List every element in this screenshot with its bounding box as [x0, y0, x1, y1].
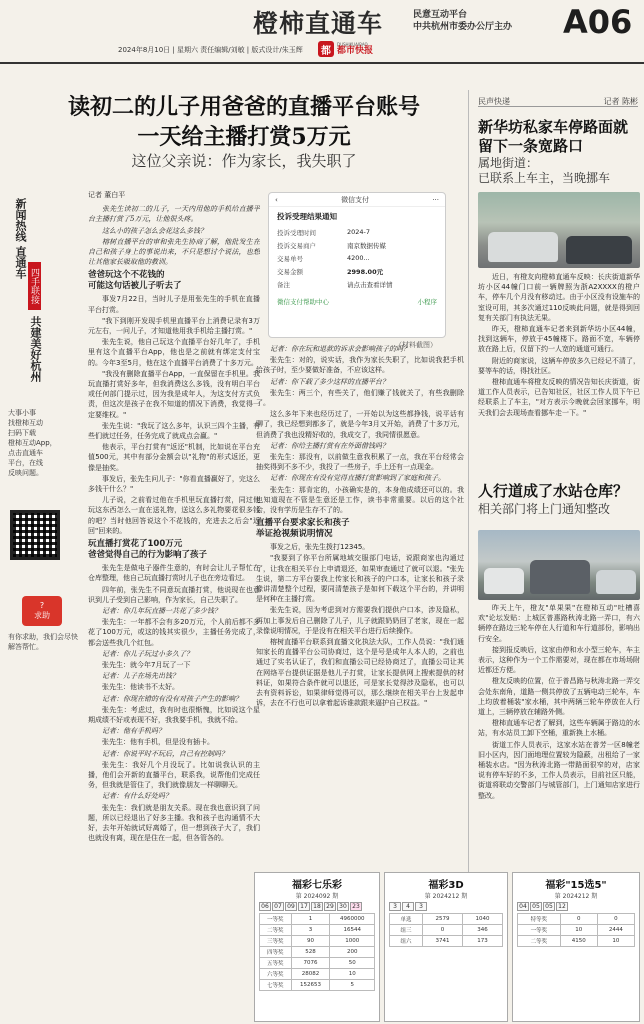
number-ball: 4: [402, 902, 414, 911]
headline-line-2: 一天给主播打赏5万元: [137, 124, 351, 150]
qa-question: 记者：他有手机吗？: [102, 727, 165, 736]
lottery-numbers: [259, 902, 375, 911]
phone-row: 交易金额 2998.00元: [277, 268, 384, 276]
headline-line-1: 读初二的儿子用爸爸的直播平台账号: [67, 94, 420, 120]
logo-en: DUSHIKUAIBAO: [337, 42, 368, 47]
newspaper-logo: [318, 40, 396, 58]
section-heading-2: 玩直播打赏花了100万元 爸爸觉得自己的行为影响了孩子: [88, 539, 208, 561]
story1-body: [478, 272, 640, 430]
masthead-title: 橙柿直通车: [253, 9, 384, 38]
phone-help-link: 微信支付帮助中心: [277, 298, 329, 306]
help-icon: ?: [39, 601, 45, 610]
lottery-box-3: [512, 872, 640, 1022]
qa-question: 记者：有什么好处吗？: [102, 792, 172, 801]
story2-body: [478, 603, 640, 885]
lottery-name: 福彩3D: [428, 880, 464, 891]
qa-answer: 张先生：两三个，有些关了，他们赚了钱就关了，有些我删除了。: [256, 388, 464, 408]
number-ball: 18: [311, 902, 323, 911]
number-ball: 17: [298, 902, 310, 911]
qa-question: 记者：你给主播打赏有在外面借钱吗？: [270, 441, 389, 450]
number-ball: 09: [285, 902, 297, 911]
paragraph: 张先生说，因为考虑到对方需要我们提供户口本，涉及隐私，再加上事发后自己删除了儿子，儿子就跟奶奶回了老家，现在一起录像说明情况，于是没有在相关平台进行后续操作。: [256, 606, 464, 635]
prize-table: 一等奖 1 4960000 二等奖 3 16544 三等奖 90 1000 四等奖 528 200 五等奖 7076 50 六等奖 28082 10 七等奖 152653 5: [259, 913, 375, 991]
photo-caption: （材料截图）: [395, 341, 437, 349]
paragraph: 张先生说，他自己玩这个直播平台好几年了，手机里有这个直播平台App，他也是之前就有绑定支付宝的。今年3至5月，他在这个直播平台消费了十多万元。: [88, 338, 260, 367]
number-ball: 30: [337, 902, 349, 911]
byline: 记者 董白平: [88, 191, 126, 199]
paragraph: "我没有删除直播平台App，一直保留在手机里。我玩直播打赏好多年，但我消费这么多钱，没有明白平台或任何部门提示过，因为我是成年人，为这支付方式负责，但这次是孩子在我不知道的情况下消费，我觉得一定要维权。": [88, 369, 260, 419]
paragraph: 接到报反映后，这家由停和水小型三轮车，车主表示，这种作为一个工作需要对，现在都在市场场附近都还方便。: [478, 645, 640, 675]
rail-notice: 大事小事 找橙柿互动 扫码下载 橙柿互动App， 点击直通车 平台，在线 反映问题。: [8, 409, 57, 477]
paragraph: 街道工作人员表示，这家水站在普芳一区8幢老旧小区内，因门面地理位置较为隐蔽，出租给了一家桶装水店。"因为秋涛北路一带路面很窄的对，店家说有停车好的不多，工作人员表示，目前社区只能，街道将联动交警部门与城管部门，上门通知店家进行整改。: [478, 740, 640, 800]
masthead-subtitle: [413, 9, 553, 33]
paragraph: 近日，有橙友向橙柿直通车反映：长庆街道新华坊小区44幢门口前一辆牌照为浙A2XXXX的橙户车，停车几个月没有移动过。由于小区没有设施车的室设可用，其多次通过110反映此问题，就是得到回复有关部门有执法无果。: [478, 273, 640, 322]
section-heading-3: 直播平台要求家长和孩子 举证抢视频说明情况: [256, 518, 350, 540]
story1-photo: [478, 192, 640, 268]
paragraph: 他表示，平台打赏有"返还"机制，比如说在平台充值500元，其中有部分金额会以"礼物"的形式返还，更像是抽奖。: [88, 443, 260, 472]
lead: 张先生读初二的儿子，一天内用他的手机给直播平台主播打赏了5万元，让他很头疼。: [88, 205, 260, 224]
story1-subtitle: 属地街道： 已联系上车主，当晚挪车: [478, 156, 611, 185]
paragraph: 张先生是做电子器件生意的，有时会让儿子帮忙在仓库整理，他自己玩直播打赏时儿子也在旁边看过。: [88, 564, 260, 583]
paragraph: 事发7月22日，当时儿子是用张先生的手机在直播平台打赏。: [88, 295, 260, 314]
paragraph: 昨天上午，橙友"单果果"在橙柿互动"吐槽喜欢"论坛发贴：上城区普惠路秋涛北路一弄口，有六辆停在路边三轮车停在人行道和车行道部份，影响出行安全。: [478, 604, 640, 643]
lead-2: 这么小的孩子怎么会花这么多钱？: [102, 226, 207, 235]
reporter: 记者 陈彬: [603, 97, 638, 106]
lottery-numbers: [389, 902, 503, 911]
qa-question: 记者：你在玩和退款的诉求会影响孩子的吗？: [270, 345, 410, 353]
special-ball: 23: [350, 902, 362, 911]
paragraph: 橙柿直通车记者了解到，这些车辆属于路边的水站，有水站员工卸下空桶，重新换上水桶。: [478, 719, 640, 738]
section-heading-1: 爸爸玩这个不花钱的 可能这句话被儿子听去了: [88, 270, 182, 292]
number-ball: 3: [415, 902, 427, 911]
qa-question: 记者：你下载了多少这样的直播平台？: [270, 377, 389, 386]
lottery-name: 福彩七乐彩: [292, 880, 342, 891]
lottery-section: [250, 872, 644, 1024]
page-code: A06: [563, 3, 633, 41]
prize-table: 单选 2579 1040 组三 0 346 组六 3741 173: [389, 913, 503, 947]
qa-question: 记者：你现在错的有没有对孩子产生的影响？: [102, 694, 242, 703]
issue-line: 2024年8月10日 | 星期六 责任编辑/刘敏 | 版式设计/朱玉辉: [118, 46, 303, 54]
masthead-sub-2: 中共杭州市委办公厅主办: [413, 22, 513, 32]
qa-question: 记者：你儿子玩过小多久了？: [102, 649, 193, 658]
story2-subtitle: 相关部门将上门通知整改: [478, 502, 611, 516]
phone-mini-link: 小程序: [417, 298, 437, 306]
qr-code-icon[interactable]: [10, 510, 60, 560]
paragraph: 橙柿直通车将橙友反映的情况告知长庆街道，街道工作人员表示，已告知社区，社区工作人员下午已经联系上了车主，"对方表示今晚就会回家挪车，明天我们会去现场查看挪车走一下。": [478, 378, 640, 417]
story2-photo: [478, 530, 640, 600]
logo-cn: 都市快报: [337, 46, 374, 56]
main-article-col-1: [88, 190, 260, 1016]
paragraph: 附近的商家说，这辆车停放多久已经记不清了，要等车的话，得找社区。: [478, 356, 640, 375]
phone-app-name: 微信支付: [341, 195, 370, 204]
paragraph: 四年前，张先生不同意玩直播打赏，他说现在也意识到儿子受到自己影响，作为家长，自己失职了。: [88, 585, 260, 604]
help-label: 求助: [34, 611, 50, 620]
story1-title[interactable]: 新华坊私家车停路面就留下一条宽路口: [478, 118, 629, 155]
number-ball: 05: [543, 902, 555, 911]
paragraph: 这么多年下来也经历过了，一开始以为这些都挣钱，说平话有聊了，我已经想到都多了，就是今年3月又开始，消费了十多万元，但消费了我也没精好收的，我成交了，我同情很愿意。: [256, 410, 464, 439]
logo-mark-icon: 都: [318, 41, 334, 57]
lead-3: 榕树直播平台的审和张先生协商了解，他批发生在自己和孩子身上的事说出来，不只是想讨个说法，也想让其他家长吸取他的教训。: [88, 237, 260, 267]
phone-row: 投诉交易商户 南京数据传媒: [277, 242, 386, 250]
qa-answer: 张先生：就今年7月玩了一下: [102, 660, 191, 669]
masthead-sub-1: 民意互动平台: [413, 10, 468, 20]
help-note: 有你求助，我们会尽快解答帮忙。: [8, 633, 78, 651]
qa-answer: 张先生：我们就是朋友关系。现在我也意识到了问题，所以已经退出了好多主播。我和孩子也沟通情不大好，去年开始就试好离婚了，但一想到孩子大了，我们也就没有离，现在是住在一起，但各管各的。: [88, 803, 260, 843]
qa-answer: 张先生：那没有，以前做生意我积累了一点，我在平台经常会抽奖得到不多不少，我投了一些房子，手上还有一点现金。: [256, 453, 464, 472]
prize-table: 特等奖 0 0 一等奖 10 2444 二等奖 4150 10: [517, 913, 635, 947]
number-ball: 04: [517, 902, 529, 911]
rail-vertical-title-a: 新闻热线 直通车: [14, 198, 27, 279]
paragraph: 昨天，橙柿直通车记者来到新华坊小区44幢，找到这辆车，停放于45幢楼下。路面不宽，车辆停放在路上后，仅留下约一人宽的通道可通行。: [478, 325, 640, 354]
main-article-col-2: [256, 344, 464, 864]
back-icon: ‹: [275, 195, 278, 204]
lottery-box-1: [254, 872, 380, 1022]
paragraph: 儿子说，之前看过他在手机里玩直播打赏，同过他玩这东西怎么一直在送礼物，送这么多礼物要花很多钱的吧？当时他回答说这个不花钱的，充进去之后会"返回"回来的。: [88, 496, 260, 535]
paragraph: 事发之后，张先生拨打12345。: [270, 543, 370, 552]
lottery-numbers: [517, 902, 635, 911]
qa-answer: 张先生：他有手机，但是没有插卡。: [102, 738, 214, 747]
help-button[interactable]: [22, 596, 62, 626]
phone-row: 备注 请点击查看详情: [277, 281, 393, 289]
number-ball: 12: [556, 902, 568, 911]
phone-row: 交易单号 4200...: [277, 254, 370, 263]
qa-question: 记者：儿子在场先出钱？: [102, 672, 179, 681]
number-ball: 06: [259, 902, 271, 911]
main-headline[interactable]: [44, 92, 444, 152]
rail-vertical-title-b: 共建美好杭州: [29, 316, 42, 382]
qa-answer: 张先生：一年都不会有多20万元，个人前后都不多花了100万元，或这的钱其实很少，主播任务完成了，都会送些我几个红包。: [88, 618, 260, 647]
section-label: 民声快递: [478, 97, 510, 106]
qa-question: 记者：你现在有没有觉得直播打赏影响到了家庭和孩子。: [270, 474, 445, 483]
paragraph: 橙友反映的位置，位于普昌路与秋涛北路一弄交会处东南角，道路一侧共停放了五辆电动三轮车，车上均放着桶装"家水桶，其中两辆三轮车停放在人行道上，三辆停放在辅路外侧。: [478, 677, 640, 717]
number-ball: 05: [530, 902, 542, 911]
qa-question: 记者：你几年玩直播一共花了多少钱？: [102, 606, 221, 615]
number-ball: 29: [324, 902, 336, 911]
top-divider: [0, 62, 644, 64]
phone-row: 投诉受理时间 2024-7: [277, 228, 371, 237]
lottery-issue: 第 2024092 期: [295, 893, 339, 900]
qa-answer: 张先生：他读书不太好。: [102, 683, 179, 692]
lottery-name: 福彩"15选5": [545, 880, 607, 891]
story2-title[interactable]: 人行道成了水站仓库？: [478, 482, 629, 500]
number-ball: 07: [272, 902, 284, 911]
qa-answer: 张先生：那肯定的，小孩确实是的，本身他成绩还可以的。我也知道现在不管是生意还是工作，读书非常重要。以后的这个社会，没有学历是生存不了的。: [256, 485, 464, 515]
phone-footer: [269, 291, 445, 306]
rail-tag: 四手联接: [28, 262, 41, 310]
lottery-issue: 第 2024212 期: [554, 893, 598, 900]
number-ball: 3: [389, 902, 401, 911]
paragraph: "我要到了你平台所属地域交服部门电话，说跟商家也沟通过了，让我在相关平台上申请退还，如果审查通过了就可以退。"张先生说，第二方平台要我上传家长和孩子的户口本，让家长和孩子录像讲清楚整个过程，要同清楚孩子是如何下载这个平台的，并讲明是何种在主播打赏。: [256, 554, 464, 604]
phone-header: [269, 193, 445, 207]
qa-answer: 张先生：我好几个月没玩了。比如说我认识的主播，他们会开新的直播平台，联系我，说帮他们完成任务，但我就是管住了，我们就像朋友一样聊聊天。: [88, 760, 260, 790]
right-divider: [478, 106, 638, 107]
phone-notice-title: 投诉受理结果通知: [277, 212, 337, 221]
more-icon: ···: [432, 195, 439, 204]
lottery-issue: 第 2024212 期: [424, 893, 468, 900]
payment-screenshot: [268, 192, 446, 338]
main-subhead: 这位父亲说：作为家长，我失职了: [131, 152, 357, 170]
qa-question: 记者：你说平时不玩后，自己有控制吗？: [102, 749, 228, 758]
paragraph: 榕树直播平台联系到直播文化执法大队，工作人员说："我们通知家长的直播平台公司协商过，这个是号是成年人本人的，之前也通过了实名认证了，我们和直播公司已经协商过了，直播公司让其在网络平台提供证据是他儿子打赏，让家长提供网上搜索提供的材料证，如果符合条件就可以退还，可是家长觉得涉及隐私，也可以去有资料诉讼，如果律师觉得可以，那么继续在相关平台上发起申诉，去在不行也可以拿着起诉谁款跟来逼护自己权益。": [256, 638, 464, 708]
qa-answer: 张先生：对的，说实话，我作为家长失职了，比如说我把手机给孩子时，至少要做好准备，不应该这样。: [256, 356, 464, 375]
paragraph: "我下到刚开发现手机里直播平台上消费记录有3万元左右，一问儿子，才知道他用我手机给主播打赏。": [88, 316, 260, 336]
paragraph: 张先生说："我玩了这么多年，认识三四个主播，有些们就过任务，任务完成了就成点会赢。": [88, 421, 260, 441]
column-divider: [468, 90, 469, 890]
qa-answer: 张先生：考虑过，我有时也很惭愧，比如说这个星期成绩不好或表现不好，我我要手机，我就不给。: [88, 705, 260, 724]
paragraph: 事发后，张先生问儿子："你看直播赢好了，完这么多钱干什么？": [88, 474, 260, 494]
lottery-box-2: [384, 872, 508, 1022]
